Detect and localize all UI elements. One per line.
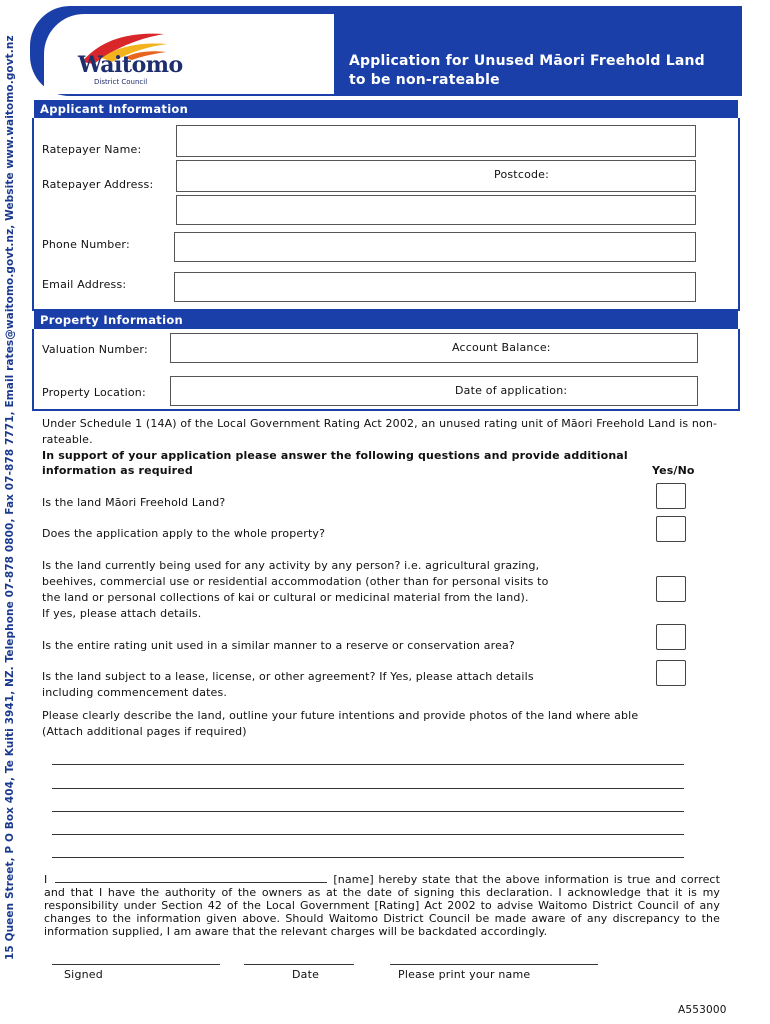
question-current-use-line2: beehives, commercial use or residential accommodation (other than for personal visits to xyxy=(42,575,549,588)
ratepayer-name-field[interactable] xyxy=(176,125,696,157)
postcode-label: Postcode: xyxy=(494,168,550,181)
checkbox-whole-property[interactable] xyxy=(656,516,686,542)
question-maori-freehold: Is the land Māori Freehold Land? xyxy=(42,496,226,509)
declaration-paragraph xyxy=(44,873,720,938)
phone-number-label: Phone Number: xyxy=(42,238,130,251)
describe-land-line1: Please clearly describe the land, outline your future intentions and provide photos of the land where able xyxy=(42,709,639,722)
declarant-name-line[interactable] xyxy=(55,882,327,883)
signed-label: Signed xyxy=(64,968,103,981)
describe-land-line2: (Attach additional pages if required) xyxy=(42,725,247,738)
description-line-3[interactable] xyxy=(52,811,684,812)
checkbox-maori-freehold[interactable] xyxy=(656,483,686,509)
email-address-field[interactable] xyxy=(174,272,696,302)
description-line-1[interactable] xyxy=(52,764,684,765)
description-line-5[interactable] xyxy=(52,857,684,858)
date-of-application-label: Date of application: xyxy=(455,384,568,397)
ratepayer-name-label: Ratepayer Name: xyxy=(42,143,142,156)
account-balance-label: Account Balance: xyxy=(452,341,551,354)
email-address-label: Email Address: xyxy=(42,278,127,291)
question-lease-license-line2: including commencement dates. xyxy=(42,686,228,699)
question-current-use xyxy=(42,558,549,622)
question-lease-license xyxy=(42,669,534,701)
checkbox-reserve-conservation[interactable] xyxy=(656,624,686,650)
logo-wordmark: Waitomo xyxy=(78,52,183,78)
support-instructions-line2: information as required xyxy=(42,464,193,477)
declaration-text: [name] hereby state that the above information is true and correct and that I have the authority of the owners as at the date of signing this declaration. I acknowledge that it is my responsibility under Section 42 of the Local Government [Rating] Act 2002 to advise Waitomo District Council of any changes to the information given above. Should Waitomo District Council be made aware of any discrepancy to the information supplied, I am aware that the relevant charges will be backdated accordingly. xyxy=(44,873,720,938)
applicant-section-heading: Applicant Information xyxy=(34,100,738,118)
question-current-use-line3: the land or personal collections of kai or cultural or medicinal material from the land). xyxy=(42,591,529,604)
ratepayer-address-field-2[interactable] xyxy=(176,195,696,225)
valuation-number-label: Valuation Number: xyxy=(42,343,148,356)
council-contact-sidebar: 15 Queen Street, P O Box 404, Te Kuiti 3941, NZ. Telephone 07-878 0800, Fax 07-878 7771, Email rates@waitomo.govt.nz, Website www.waitomo.govt.nz xyxy=(4,35,16,960)
support-instructions-line1: In support of your application please answer the following questions and provide additional xyxy=(42,449,628,462)
date-line[interactable] xyxy=(244,964,354,965)
declaration-prefix: I xyxy=(44,873,48,886)
logo-subtitle: District Council xyxy=(94,78,148,86)
yes-no-header: Yes/No xyxy=(652,464,695,477)
print-name-line[interactable] xyxy=(390,964,598,965)
valuation-number-field[interactable] xyxy=(170,333,698,363)
form-code: A553000 xyxy=(678,1004,727,1016)
property-location-field[interactable] xyxy=(170,376,698,406)
property-location-label: Property Location: xyxy=(42,386,146,399)
ratepayer-address-field[interactable] xyxy=(176,160,696,192)
ratepayer-address-label: Ratepayer Address: xyxy=(42,178,154,191)
waitomo-logo xyxy=(72,28,192,92)
question-whole-property: Does the application apply to the whole property? xyxy=(42,527,326,540)
print-name-label: Please print your name xyxy=(398,968,531,981)
page-title-line1: Application for Unused Māori Freehold Land xyxy=(349,53,705,69)
question-current-use-line4: If yes, please attach details. xyxy=(42,607,202,620)
property-section-heading: Property Information xyxy=(34,311,738,329)
question-lease-license-line1: Is the land subject to a lease, license, or other agreement? If Yes, please attach details xyxy=(42,670,534,683)
phone-number-field[interactable] xyxy=(174,232,696,262)
intro-paragraph: Under Schedule 1 (14A) of the Local Government Rating Act 2002, an unused rating unit of Māori Freehold Land is non-rateable. xyxy=(42,417,718,446)
question-current-use-line1: Is the land currently being used for any activity by any person? i.e. agricultural grazing, xyxy=(42,559,540,572)
describe-land-instruction xyxy=(42,708,638,740)
date-signature-label: Date xyxy=(292,968,320,981)
checkbox-lease-license[interactable] xyxy=(656,660,686,686)
description-line-4[interactable] xyxy=(52,834,684,835)
page-title xyxy=(349,52,705,90)
question-reserve-conservation: Is the entire rating unit used in a similar manner to a reserve or conservation area? xyxy=(42,639,515,652)
signature-line[interactable] xyxy=(52,964,220,965)
page-title-line2: to be non-rateable xyxy=(349,72,500,88)
description-line-2[interactable] xyxy=(52,788,684,789)
checkbox-current-use[interactable] xyxy=(656,576,686,602)
